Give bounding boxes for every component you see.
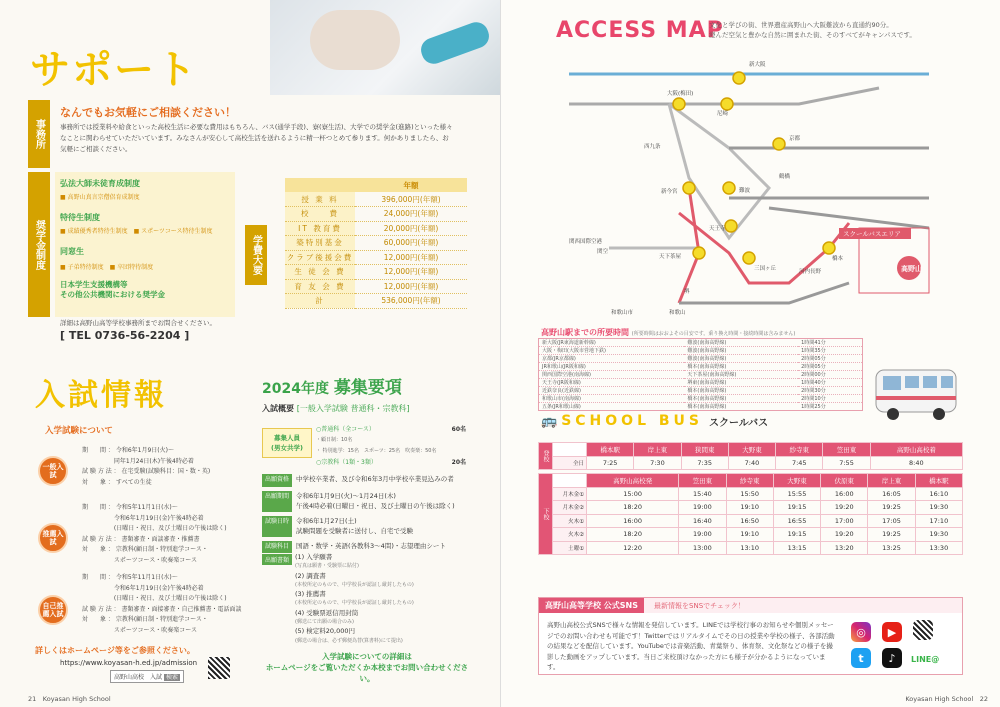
fee-row-total: 計 536,000円(年額) — [285, 294, 467, 309]
boshu-rows: ○普通科（全コース） 60名 ・顧日制：10名 ・ 特別進学：15名 スポーツ：25名 吹奏楽：50名 ○宗教科（1類・3類） 20名 — [316, 426, 466, 466]
fee-row: 育 友 会 費 12,000円(年額) — [285, 279, 467, 294]
fee-header: 年額 — [355, 178, 467, 192]
sch1-item: ■ 高野山真言宗僧侶育成制度 — [60, 194, 140, 201]
nankai-main-line — [679, 188, 699, 303]
route-row: 関西国際空港(南海線) 天下茶屋(南海高野線) 2時間00分 — [539, 371, 863, 379]
instagram-icon[interactable]: ◎ — [851, 622, 871, 642]
map-title: ACCESS MAP — [556, 18, 724, 43]
label-amagasaki: 尼崎 — [717, 111, 729, 117]
label-sakai: 堺 — [684, 289, 690, 295]
sch3-items: ■ 子弟特待制度 ■ 卒団特待制度 — [60, 264, 154, 271]
bus-up-row: 全日 7:25 7:30 7:35 7:40 7:45 7:55 8:40 — [539, 456, 963, 470]
station-shin-osaka — [733, 72, 745, 84]
ippan-lines: 期 間 ： 令和6年1月9日(火)～ 同年1月24日(木)午後4時必着 試 験 方 法 ： 在宅受験(試験科目：国・数・英) 対 象 ： すべての生徒 — [82, 447, 211, 486]
docs-tag: 出願書類 — [262, 554, 296, 565]
route-row: 天王寺(JR阪和線) 堺東(南海高野線) 1時間40分 — [539, 379, 863, 387]
station-tengachaya — [693, 247, 705, 259]
qr-code-left[interactable] — [208, 657, 230, 679]
station-umeda — [673, 98, 685, 110]
label-nishikujo: 西九条 — [644, 144, 661, 150]
label-kawachinagano: 河内長野 — [799, 269, 822, 275]
fees-tag: 学費大要 — [245, 225, 267, 285]
station-mikunigaoka — [743, 252, 755, 264]
sch2-items: ■ 成績優秀者特待生制度 ■ スポーツコース特待生制度 — [60, 228, 213, 235]
bus-down-row: 火木② 18:20 19:00 19:10 19:15 19:20 19:25 19:30 — [539, 528, 963, 542]
search-box[interactable]: 高野山高校 入試 検索 — [110, 670, 184, 683]
label-kanku: 関空 — [597, 249, 609, 255]
bus-down-row: 土曜① 12:20 13:00 13:10 13:15 13:20 13:25 13:30 — [539, 541, 963, 555]
route-title: 高野山駅までの所要時間 (所要時間はおおよその目安です。乗り換え時間・接続時間は含みません) — [541, 328, 796, 337]
bus-down-row: 火木① 16:00 16:40 16:50 16:55 17:00 17:05 17:10 — [539, 514, 963, 528]
route-row: JR和歌山(JR阪和線) 橋本(南海高野線) 2時間05分 — [539, 363, 863, 371]
label-namba: 難波 — [739, 188, 751, 194]
fee-row: 生 徒 会 費 12,000円(年額) — [285, 265, 467, 280]
bus-down-row: 月木金① 15:00 15:40 15:50 15:55 16:00 16:05 16:10 — [539, 487, 963, 501]
label-tsuruhashi: 鶴橋 — [779, 174, 791, 180]
fee-header-empty — [285, 178, 355, 192]
suisen-lines: 期 間 ： 令和5年11月1日(水)～ 令和6年1月19日(金)午後4時必着 (日曜日・祝日、及び土曜日の午後は除く) 試 験 方 法 ： 書類審査・面談審査・推薦書 対 象 ： 宗教科(顧日制・特別進学コース・ スポーツコース・吹奏楽コース — [82, 504, 227, 564]
exam-about: 入学試験について — [45, 426, 113, 436]
bus-icon: 🚌 — [541, 413, 558, 429]
bus-up-table: 登校 橋本駅 岸上東 狭間東 大野東 紗寺東 笠田東 高野山高校着 全日 7:25 7:30 7:35 7:40 7:45 7:55 8:40 — [538, 442, 963, 470]
label-shin-imamiya: 新今宮 — [661, 189, 678, 195]
route-row: 五条(JR和歌山線) 橋本(南海高野線) 1時間25分 — [539, 403, 863, 411]
tel-number: [ TEL 0736-56-2204 ] — [60, 329, 190, 342]
ippan-tag: 一般入試 — [38, 456, 68, 486]
left-footer: 21 Koyasan High School — [28, 695, 111, 703]
scholarship-box — [55, 172, 235, 317]
twitter-icon[interactable]: t — [851, 648, 871, 668]
qr-code-line[interactable] — [913, 620, 933, 640]
admission-url[interactable]: https://www.koyasan-h.ed.jp/admission — [60, 659, 198, 667]
fee-row: 築特別基金 60,000円(年額) — [285, 236, 467, 251]
office-tag: 事務所 — [28, 100, 50, 168]
fee-row: 授 業 料 396,000円(年額) — [285, 192, 467, 207]
contact-note: 詳細は高野山高等学校事務所までお問合せください。 — [60, 319, 216, 327]
docs-list: (1) 入学願書 (写真は願書・受験票に貼付) (2) 調査書 (本校所定のもので、中学校長が認証し厳封したもの) (3) 推薦書 (本校所定のもので、中学校長が認証し厳封したもの) (4) 受験票返信用封筒 (郵送にて出願の場合のみ) (5) 検定料20,000円 (郵送の場合は、必ず郵便為替(算書料)にて提出) — [295, 553, 414, 644]
sch4-title: 日本学生支援機構等 その他公共機関における奨学金 — [60, 280, 165, 299]
label-tennoji: 天王寺 — [709, 226, 726, 232]
boshu-sub: 入試概要 [一般入学試験 普通科・宗教科] — [262, 404, 410, 413]
sch1-title: 弘法大師未徒育成制度 — [60, 179, 140, 188]
label-umeda: 大阪(梅田) — [667, 91, 694, 97]
office-text: 事務所では授業料や給食といった高校生活に必要な費用はもちろん、バス(通学手段)、寮(寮生活)、大学での奨学金(進路)といった様々なことに関わらせていただいています。みなさんが安心して高校生活を送れるように精一杯つとめて参ります。何かありましたら、お気軽にご相談ください。 — [60, 123, 453, 153]
bus-area-label: スクールバスエリア — [843, 230, 901, 238]
sch2-title: 特待生制度 — [60, 213, 100, 222]
tiktok-icon[interactable]: ♪ — [882, 648, 902, 668]
fee-row: 校 費 24,000円(年額) — [285, 207, 467, 222]
route-row: 近鉄奈良(近鉄線) 橋本(南海高野線) 2時間30分 — [539, 387, 863, 395]
route-row: 和歌山市(南海線) 橋本(南海高野線) 2時間10分 — [539, 395, 863, 403]
support-title: サポート — [30, 47, 198, 93]
bus-down-row: 月木金② 18:20 19:00 19:10 19:15 19:20 19:25 19:30 — [539, 501, 963, 515]
jiko-tag: 自己推薦入試 — [38, 595, 68, 625]
bus-title: 🚌 SCHOOL BUS スクールバス — [541, 413, 769, 429]
boshu-heading: 2024年度 募集要項 — [262, 378, 402, 398]
route-row: 大阪・梅田(大阪市営地下鉄) 難波(南海高野線) 1時間35分 — [539, 347, 863, 355]
details-note: 入学試験についての詳細は ホームページをご覧いただくか本校までお問い合わせください。 — [265, 652, 469, 683]
fee-row: IT 教育費 20,000円(年額) — [285, 221, 467, 236]
route-row: 京都(JR京都線) 難波(南海高野線) 2時間05分 — [539, 355, 863, 363]
route-table — [538, 338, 863, 411]
label-shin-osaka: 新大阪 — [749, 62, 766, 68]
station-shin-imamiya — [683, 182, 695, 194]
right-footer: Koyasan High School 22 — [905, 695, 988, 703]
station-hashimoto — [823, 242, 835, 254]
scholarship-tag: 奨学金制度 — [28, 172, 50, 317]
office-heading: なんでもお気軽にご相談ください！ — [60, 106, 236, 119]
jr-wakayama-line — [679, 283, 849, 303]
sch3-title: 同窓生 — [60, 247, 84, 256]
sns-tag: 高野山高等学校 公式SNS — [539, 598, 644, 613]
line-label[interactable]: LINE@ — [911, 655, 940, 664]
label-kyoto: 京都 — [789, 136, 801, 142]
station-amagasaki — [721, 98, 733, 110]
req-rows: 出願資格 中学校卒業者、及び令和6年3月中学校卒業見込みの者 出願期間 令和6年1月9日(火)～1月24日(木) 午後4時必着(日曜日・祝日、及び土曜日の午後は除く) 試験日時 令和6年1月27日(土) 試験問題を受験者に送付し、自宅で受験 試験科目 国語・数学・英語(各教科3～4問)・志望理由シート — [262, 474, 472, 557]
sns-text: 高野山高校公式SNSで様々な情報を発信しています。LINEでは学校行事のお知らせや個別メッセージでのお問い合わせも可能です！Twitterではリアルタイムでその日の授業や学校の様子、各部活動の結果などを配信しています。YouTubeでは音楽活動、青葉祭り、体育祭、文化祭などの様子を撮影した動画をアップしています。当日ご来校頂けなかった方にも様子が分かるようになっています。 — [547, 621, 835, 671]
fee-row: クラブ後援会費 12,000円(年額) — [285, 250, 467, 265]
youtube-icon[interactable]: ▶ — [882, 622, 902, 642]
boshu-label: 募集人員 (男女共学) — [262, 428, 312, 458]
label-hashimoto: 橋本 — [832, 256, 844, 262]
bus-down-table: 下校 高野山高校発 笠田東 紗寺東 大野東 伏原東 岸上東 橋本駅 月木金① 15:00 15:40 15:50 15:55 16:00 16:05 16:10 月木金② 18:20 19:00 19:10 19:15 19:20 19:25 19:30 火木① 16:00 16:40 16:50 16:55 17:00 17:05 17:10 火木② 18:20 19:00 19:10 19:15 19:20 19:25 19:30 土曜① 12:20 13:00 13:10 13:15 13:20 13:25 13:30 — [538, 473, 963, 555]
label-wakayama: 和歌山 — [669, 310, 686, 316]
label-mikunigaoka: 三国ヶ丘 — [754, 266, 777, 272]
station-kyoto — [773, 138, 785, 150]
koyasan-label: 高野山 — [901, 265, 922, 273]
hp-note: 詳しくはホームページ等をご参照ください。 — [35, 646, 195, 655]
fee-table — [285, 178, 467, 309]
route-row: 新大阪(JR東海道新幹線) 難波(南海高野線) 1時間41分 — [539, 339, 863, 347]
exam-title: 入試情報 — [35, 378, 167, 413]
student-photo — [270, 0, 500, 95]
right-page — [500, 0, 1000, 707]
school-bus-illustration — [871, 360, 961, 425]
sns-header — [539, 598, 962, 613]
jiko-lines: 期 間 ： 令和5年11月1日(水)～ 令和6年1月19日(金)午後4時必着 (日曜日・祝日、及び土曜日の午後は除く) 試 験 方 法 ： 書類審査・面接審査・自己推薦書・電話面談 対 象 ： 宗教科(顧日制・特別進学コース・ スポーツコース・吹奏楽コース — [82, 574, 242, 634]
label-tengachaya: 天下茶屋 — [659, 254, 682, 260]
station-namba — [723, 182, 735, 194]
sns-panel — [538, 597, 963, 675]
label-kix: 関西国際空港 — [569, 239, 603, 245]
map-subtitle: 文化と学びの街、世界遺産高野山へ大阪難波から直通約90分。 澄んだ空気と豊かな自然に囲まれた街、そのすべてがキャンパスです。 — [709, 21, 916, 39]
station-tennoji — [725, 220, 737, 232]
suisen-tag: 推薦入試 — [38, 523, 68, 553]
sns-subtitle: 最新情報をSNSでチェック！ — [654, 601, 745, 610]
access-map — [549, 48, 944, 318]
label-wakayamashi: 和歌山市 — [611, 310, 634, 316]
